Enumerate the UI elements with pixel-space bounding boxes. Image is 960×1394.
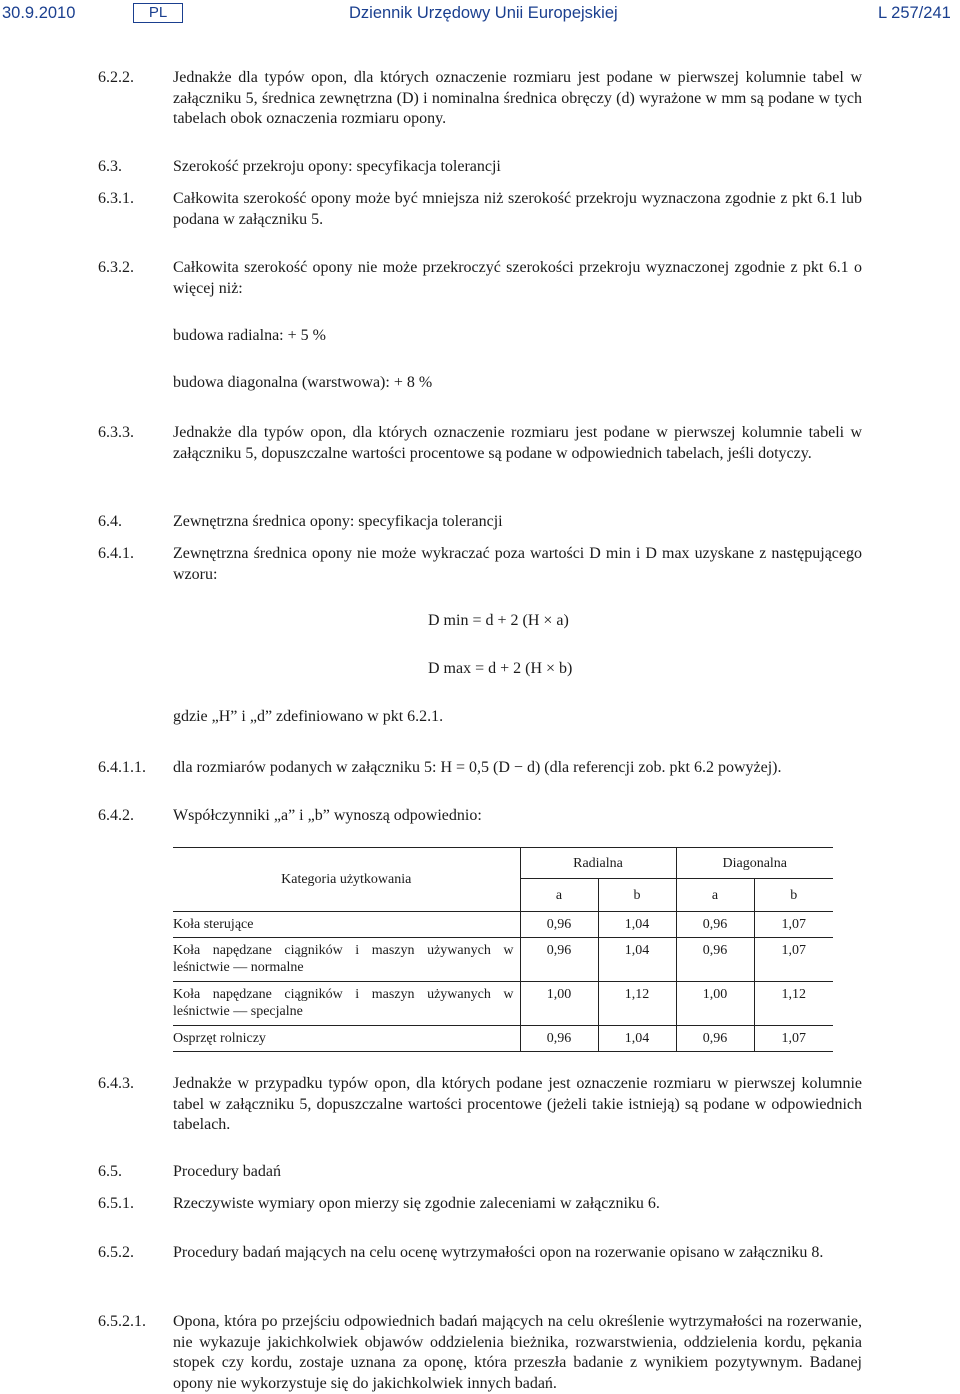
section-number: 6.4.1. [98, 545, 134, 562]
publication-date: 30.9.2010 [2, 4, 76, 22]
section-text: Całkowita szerokość opony nie może przekroczyć szerokości przekroju wyznaczonej zgodnie z pkt 6.1 o więcej niż: [173, 259, 862, 297]
section-number: 6.3. [98, 158, 122, 175]
section-heading: Procedury badań [173, 1163, 281, 1180]
table-header-category: Kategoria użytkowania [281, 872, 412, 887]
table-cell-category: Osprzęt rolniczy [173, 1026, 520, 1052]
section-text: Procedury badań mających na celu ocenę wytrzymałości opon na rozerwanie opisano w załączniku 8. [173, 1244, 824, 1261]
table-cell-value: 0,96 [520, 912, 598, 938]
table-cell-value: 1,07 [754, 938, 833, 982]
table-cell-category: Koła sterujące [173, 912, 520, 938]
table-header-radial: Radialna [520, 848, 676, 879]
table-cell-value: 0,96 [676, 1026, 754, 1052]
section-number: 6.5.1. [98, 1195, 134, 1212]
table-cell-value: 0,96 [520, 938, 598, 982]
table-cell-category: Koła napędzane ciągników i maszyn używanych w leśnictwie — specjalne [173, 982, 520, 1026]
section-number: 6.4.3. [98, 1075, 134, 1092]
section-number: 6.3.1. [98, 190, 134, 207]
section-text: Całkowita szerokość opony może być mniejsza niż szerokość przekroju wyznaczona zgodnie z pkt 6.1 lub podana w załączniku 5. [173, 190, 862, 228]
tolerance-diagonal: budowa diagonalna (warstwowa): + 8 % [173, 374, 433, 391]
table-cell-value: 1,04 [598, 912, 676, 938]
section-number: 6.5.2.1. [98, 1313, 146, 1330]
section-text: Jednakże w przypadku typów opon, dla których podane jest oznaczenie rozmiaru w pierwszej kolumnie tabel w załączniku 5, dopuszczalne wartości procentowe (jeżeli takie istnieją) są podane w odpowiednich tabelach. [173, 1075, 862, 1133]
section-number: 6.4.1.1. [98, 759, 146, 776]
table-cell-value: 0,96 [676, 912, 754, 938]
section-number: 6.5.2. [98, 1244, 134, 1261]
table-header-radial-b: b [598, 879, 676, 912]
table-row [173, 938, 833, 982]
language-badge: PL [133, 3, 183, 23]
journal-title: Dziennik Urzędowy Unii Europejskiej [349, 4, 618, 22]
table-header-radial-a: a [520, 879, 598, 912]
section-heading: Szerokość przekroju opony: specyfikacja tolerancji [173, 158, 501, 175]
formula-dmax: D max = d + 2 (H × b) [428, 660, 573, 677]
table-cell-value: 1,00 [676, 982, 754, 1026]
section-text: dla rozmiarów podanych w załączniku 5: H = 0,5 (D − d) (dla referencji zob. pkt 6.2 powyżej). [173, 759, 782, 776]
table-row [173, 1026, 833, 1052]
coefficients-table [173, 847, 833, 1052]
table-cell-value: 1,07 [754, 912, 833, 938]
table-cell-value: 1,12 [598, 982, 676, 1026]
page-header [0, 4, 960, 28]
table-cell-value: 0,96 [520, 1026, 598, 1052]
table-row [173, 912, 833, 938]
table-cell-value: 1,07 [754, 1026, 833, 1052]
section-number: 6.3.3. [98, 424, 134, 441]
section-text: Jednakże dla typów opon, dla których oznaczenie rozmiaru jest podane w pierwszej kolumnie tabeli w załączniku 5, dopuszczalne wartości procentowe są podane w odpowiednich tabelach, jeśli dotyczy. [173, 424, 862, 462]
table-cell-value: 1,04 [598, 938, 676, 982]
formula-dmin: D min = d + 2 (H × a) [428, 612, 569, 629]
section-heading: Zewnętrzna średnica opony: specyfikacja tolerancji [173, 513, 503, 530]
formula-definition: gdzie „H” i „d” zdefiniowano w pkt 6.2.1. [173, 708, 444, 725]
table-header-diagonal-b: b [754, 879, 833, 912]
table-header-diagonal-a: a [676, 879, 754, 912]
table-header-diagonal: Diagonalna [676, 848, 833, 879]
table-cell-value: 0,96 [676, 938, 754, 982]
section-text: Rzeczywiste wymiary opon mierzy się zgodnie zaleceniami w załączniku 6. [173, 1195, 660, 1212]
tolerance-radial: budowa radialna: + 5 % [173, 327, 326, 344]
section-text: Współczynniki „a” i „b” wynoszą odpowiednio: [173, 807, 482, 824]
section-number: 6.4.2. [98, 807, 134, 824]
table-row [173, 982, 833, 1026]
section-text: Zewnętrzna średnica opony nie może wykraczać poza wartości D min i D max uzyskane z następującego wzoru: [173, 545, 862, 583]
section-number: 6.5. [98, 1163, 122, 1180]
section-number: 6.3.2. [98, 259, 134, 276]
table-cell-value: 1,04 [598, 1026, 676, 1052]
page-number: L 257/241 [878, 4, 951, 22]
section-number: 6.4. [98, 513, 122, 530]
table-cell-category: Koła napędzane ciągników i maszyn używanych w leśnictwie — normalne [173, 938, 520, 982]
table-cell-value: 1,12 [754, 982, 833, 1026]
section-text: Jednakże dla typów opon, dla których oznaczenie rozmiaru jest podane w pierwszej kolumnie tabel w załączniku 5, średnica zewnętrzna (D) i nominalna średnica obręczy (d) wyrażone w mm są podane w tych tabelach obok oznaczenia rozmiaru opony. [173, 69, 862, 127]
section-text: Opona, która po przejściu odpowiednich badań mających na celu określenie wytrzymałości na rozerwanie, nie wykazuje jakichkolwiek objawów oddzielenia bieżnika, rozwarstwienia, oddzielenia kordu, pękania stopek czy kordu, zostaje uznana za oponę, która przeszła badanie z wynikiem pozytywnym. Badanej opony nie wykorzystuje się do jakichkolwiek innych badań. [173, 1313, 862, 1392]
table-cell-value: 1,00 [520, 982, 598, 1026]
section-number: 6.2.2. [98, 69, 134, 86]
